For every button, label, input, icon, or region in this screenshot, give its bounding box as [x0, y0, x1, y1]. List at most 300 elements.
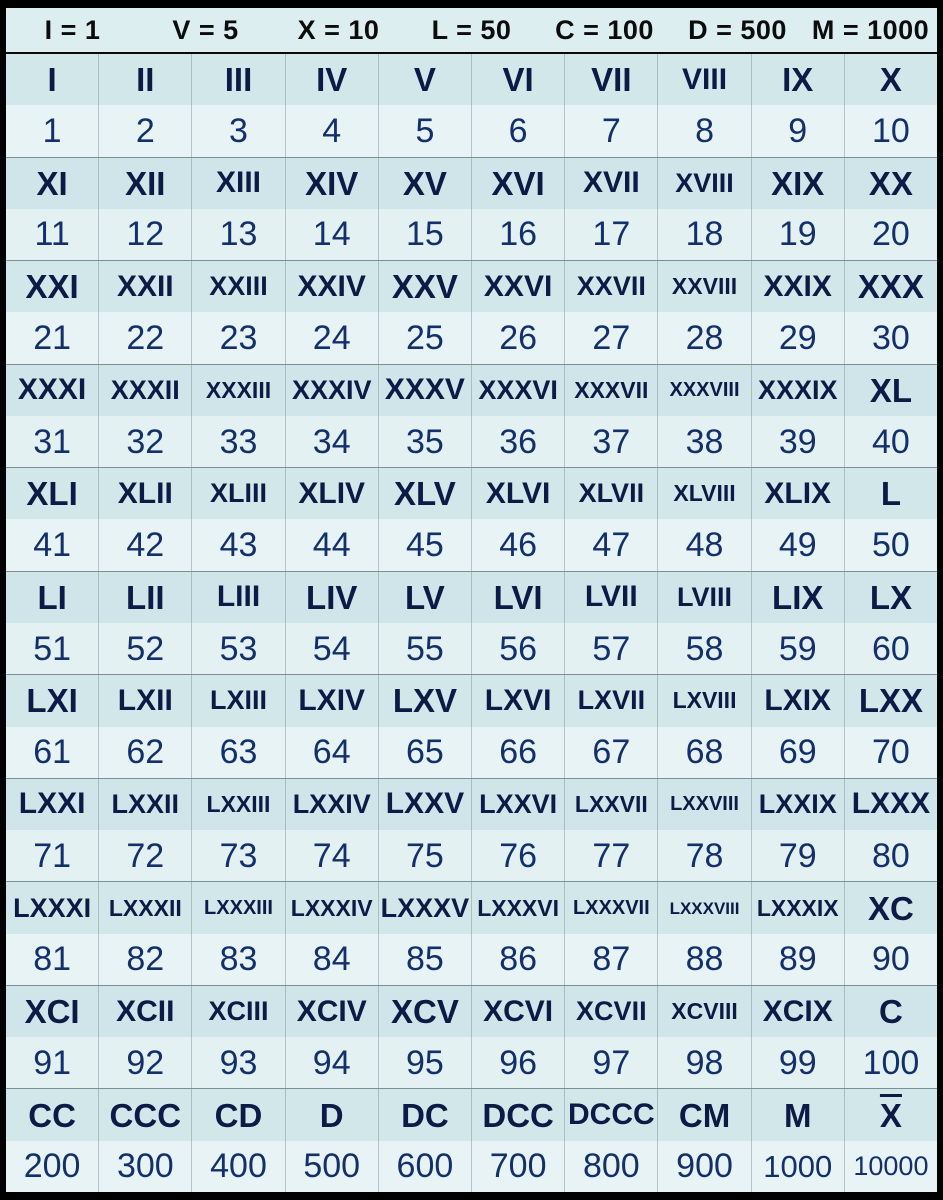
roman-cell: [6, 675, 99, 726]
roman-cell: [6, 365, 99, 416]
roman-cell: [6, 986, 99, 1037]
roman-cell: [845, 675, 937, 726]
roman-cell: [99, 468, 192, 519]
number-value: 93: [219, 1043, 258, 1082]
roman-cell: [286, 365, 379, 416]
number-cell: [845, 623, 937, 674]
roman-value: DC: [401, 1096, 449, 1134]
roman-cell: [752, 261, 845, 312]
number-cell: [6, 105, 99, 156]
roman-value: XLVIII: [673, 480, 736, 507]
roman-cell: [565, 779, 658, 830]
number-cell: [752, 105, 845, 156]
roman-cell: [6, 1089, 99, 1140]
number-cell: [379, 727, 472, 778]
number-value: 14: [312, 215, 351, 254]
roman-value: XXXV: [384, 373, 465, 407]
roman-value: X: [879, 61, 902, 99]
number-value: 29: [778, 319, 817, 358]
legend-item-c: C = 100: [555, 14, 654, 45]
number-value: 13: [219, 215, 258, 254]
number-row: [6, 1141, 937, 1192]
number-cell: [286, 727, 379, 778]
roman-value: M: [783, 1096, 812, 1134]
number-value: 75: [406, 836, 444, 875]
roman-value: LXXVI: [479, 788, 558, 819]
roman-cell: [6, 261, 99, 312]
roman-cell: [845, 779, 937, 830]
roman-cell: [752, 1089, 845, 1140]
number-row: [6, 312, 937, 363]
roman-cell: [845, 882, 937, 933]
roman-value: CCC: [109, 1096, 182, 1134]
number-cell: [192, 105, 285, 156]
table-row: [6, 1089, 937, 1192]
number-value: 99: [778, 1043, 817, 1082]
number-cell: [286, 830, 379, 881]
roman-value: LXXXVIII: [669, 898, 740, 918]
number-cell: [6, 623, 99, 674]
number-value: 24: [312, 319, 351, 358]
number-value: 200: [23, 1147, 81, 1186]
number-value: 45: [406, 526, 444, 565]
roman-value: XCII: [116, 994, 175, 1028]
number-value: 6: [508, 111, 528, 150]
roman-value: XVI: [491, 164, 545, 202]
roman-cell: [99, 986, 192, 1037]
number-cell: [6, 830, 99, 881]
number-row: [6, 623, 937, 674]
number-cell: [286, 312, 379, 363]
roman-value: XIX: [771, 164, 825, 202]
roman-value: VI: [502, 61, 534, 99]
number-cell: [658, 416, 751, 467]
number-cell: [99, 1037, 192, 1088]
legend-item-d: D = 500: [688, 14, 787, 45]
number-value: 38: [685, 422, 724, 461]
number-value: 9: [788, 111, 808, 150]
roman-value: LIV: [306, 578, 358, 616]
roman-cell: [472, 468, 565, 519]
roman-cell: [472, 572, 565, 623]
roman-cell: [472, 779, 565, 830]
number-value: 46: [499, 526, 538, 565]
roman-cell: [286, 158, 379, 209]
roman-cell: [565, 986, 658, 1037]
roman-value: XCV: [390, 993, 459, 1031]
number-cell: [752, 416, 845, 467]
roman-cell: [752, 675, 845, 726]
number-cell: [379, 623, 472, 674]
number-cell: [752, 1037, 845, 1088]
number-value: 16: [499, 215, 538, 254]
roman-value: XLVII: [578, 478, 645, 509]
table-row: [6, 572, 937, 676]
number-value: 3: [229, 111, 248, 150]
roman-value: XIII: [216, 166, 262, 200]
number-value: 86: [499, 940, 538, 979]
roman-cell: [379, 882, 472, 933]
roman-value: DCC: [482, 1096, 554, 1134]
roman-cell: [6, 158, 99, 209]
roman-cell: [286, 779, 379, 830]
roman-value: IX: [782, 61, 814, 99]
roman-value: XL: [869, 371, 913, 409]
roman-cell: [99, 572, 192, 623]
roman-cell: [286, 986, 379, 1037]
number-cell: [472, 1141, 565, 1192]
number-value: 1: [42, 111, 62, 150]
number-cell: [472, 727, 565, 778]
number-cell: [845, 1141, 937, 1192]
roman-cell: [99, 261, 192, 312]
number-value: 30: [872, 319, 910, 358]
number-cell: [379, 312, 472, 363]
roman-value: LXVI: [484, 683, 552, 717]
roman-cell: [565, 675, 658, 726]
number-cell: [752, 934, 845, 985]
number-cell: [286, 209, 379, 260]
roman-cell: [192, 365, 285, 416]
roman-value: XXV: [391, 268, 458, 306]
roman-value: LXIV: [298, 683, 366, 717]
number-cell: [6, 209, 99, 260]
number-value: 94: [312, 1043, 351, 1082]
roman-cell: [379, 365, 472, 416]
roman-value: III: [224, 61, 253, 99]
number-value: 60: [872, 629, 910, 668]
roman-cell: [286, 468, 379, 519]
number-value: 43: [219, 526, 258, 565]
roman-cell: [286, 882, 379, 933]
number-cell: [6, 1141, 99, 1192]
roman-value: XXVII: [576, 271, 646, 302]
roman-value: LXVII: [577, 685, 646, 716]
number-cell: [658, 1141, 751, 1192]
number-value: 15: [406, 215, 444, 254]
roman-value: LIII: [216, 580, 261, 614]
number-value: 70: [872, 733, 910, 772]
roman-cell: [472, 1089, 565, 1140]
number-value: 600: [396, 1147, 454, 1186]
number-cell: [752, 519, 845, 570]
number-cell: [286, 416, 379, 467]
roman-value: LX: [869, 578, 913, 616]
roman-row: [6, 986, 937, 1037]
roman-value: XLII: [117, 476, 173, 510]
roman-cell: [192, 986, 285, 1037]
roman-cell: [286, 572, 379, 623]
roman-value: LXII: [117, 683, 173, 717]
roman-cell: [472, 54, 565, 105]
roman-value: LXIII: [210, 685, 268, 716]
roman-cell: [845, 572, 937, 623]
number-value: 17: [592, 215, 631, 254]
number-cell: [472, 209, 565, 260]
roman-value: XCI: [24, 993, 80, 1031]
number-value: 51: [33, 629, 72, 668]
table-row: [6, 158, 937, 262]
number-cell: [565, 623, 658, 674]
roman-value: D: [319, 1096, 344, 1134]
number-value: 42: [126, 526, 165, 565]
number-value: 58: [685, 629, 724, 668]
number-value: 10000: [853, 1150, 929, 1181]
number-cell: [565, 1037, 658, 1088]
roman-cell: [379, 261, 472, 312]
number-value: 79: [778, 836, 817, 875]
roman-cell: [658, 779, 751, 830]
number-value: 83: [219, 940, 258, 979]
number-value: 56: [499, 629, 538, 668]
roman-value: I: [47, 61, 57, 99]
number-value: 98: [685, 1043, 724, 1082]
number-cell: [752, 1141, 845, 1192]
number-cell: [99, 416, 192, 467]
number-row: [6, 105, 937, 156]
number-cell: [845, 519, 937, 570]
roman-cell: [845, 468, 937, 519]
roman-cell: [6, 54, 99, 105]
roman-value: XXIX: [763, 269, 832, 303]
roman-cell: [752, 54, 845, 105]
roman-value: V: [413, 61, 436, 99]
roman-value: XLIV: [298, 476, 366, 510]
number-value: 59: [778, 629, 817, 668]
roman-cell: [379, 986, 472, 1037]
number-value: 82: [126, 940, 165, 979]
roman-cell: [99, 675, 192, 726]
roman-value: LVIII: [677, 581, 733, 612]
number-value: 23: [219, 319, 258, 358]
roman-value: XXXIII: [205, 376, 272, 403]
roman-cell: [472, 675, 565, 726]
number-cell: [192, 623, 285, 674]
roman-value: CM: [678, 1096, 731, 1134]
table-row: [6, 54, 937, 158]
number-value: 49: [778, 526, 817, 565]
roman-cell: [286, 675, 379, 726]
number-cell: [99, 727, 192, 778]
roman-cell: [845, 365, 937, 416]
roman-row: [6, 779, 937, 830]
number-value: 87: [592, 940, 631, 979]
roman-value: LXV: [392, 682, 457, 720]
roman-value: XX: [868, 164, 913, 202]
roman-cell: [565, 365, 658, 416]
roman-cell: [286, 54, 379, 105]
number-value: 8: [695, 111, 714, 150]
roman-cell: [565, 882, 658, 933]
number-cell: [752, 209, 845, 260]
roman-value: LXXX: [851, 787, 931, 821]
number-value: 76: [499, 836, 538, 875]
roman-cell: [752, 779, 845, 830]
number-cell: [286, 105, 379, 156]
roman-cell: [99, 1089, 192, 1140]
roman-cell: [565, 1089, 658, 1140]
roman-value: XLIX: [764, 476, 832, 510]
roman-value: XLV: [394, 475, 456, 513]
roman-value: LXXXV: [380, 892, 470, 923]
roman-cell: [192, 675, 285, 726]
legend-item-v: V = 5: [172, 14, 239, 45]
roman-value: XCIX: [762, 994, 833, 1028]
number-value: 33: [219, 422, 258, 461]
roman-cell: [99, 54, 192, 105]
number-cell: [99, 519, 192, 570]
number-cell: [286, 1037, 379, 1088]
roman-value: XLIII: [210, 478, 268, 509]
number-value: 44: [312, 526, 351, 565]
number-cell: [286, 934, 379, 985]
number-value: 90: [872, 940, 910, 979]
number-value: 5: [415, 111, 435, 150]
roman-value: XCVIII: [671, 998, 738, 1025]
number-value: 39: [778, 422, 817, 461]
roman-cell: [658, 1089, 751, 1140]
roman-value: LVII: [584, 580, 638, 614]
number-cell: [6, 519, 99, 570]
roman-value: XCIII: [208, 996, 269, 1027]
roman-value: LXXXVI: [477, 894, 560, 921]
roman-cell: [6, 572, 99, 623]
roman-value: IV: [316, 61, 348, 99]
roman-cell: [658, 261, 751, 312]
number-cell: [565, 416, 658, 467]
number-cell: [565, 519, 658, 570]
number-cell: [658, 1037, 751, 1088]
number-cell: [658, 623, 751, 674]
roman-cell: [379, 468, 472, 519]
number-value: 800: [582, 1147, 640, 1186]
roman-cell: [6, 468, 99, 519]
number-cell: [658, 934, 751, 985]
roman-cell: [379, 572, 472, 623]
roman-cell: [752, 986, 845, 1037]
number-cell: [99, 830, 192, 881]
roman-value: LXXII: [111, 788, 180, 819]
number-value: 62: [126, 733, 165, 772]
number-value: 100: [862, 1043, 920, 1082]
number-value: 57: [592, 629, 631, 668]
number-value: 19: [778, 215, 817, 254]
number-value: 97: [592, 1043, 631, 1082]
roman-value: LXXI: [18, 787, 86, 821]
roman-value: XCVI: [483, 994, 554, 1028]
number-cell: [99, 1141, 192, 1192]
roman-cell: [752, 158, 845, 209]
roman-cell: [99, 158, 192, 209]
roman-cell: [6, 882, 99, 933]
number-value: 2: [135, 111, 155, 150]
number-value: 10: [872, 111, 910, 150]
roman-cell: [565, 158, 658, 209]
roman-cell: [379, 1089, 472, 1140]
legend-row: [6, 8, 937, 54]
number-cell: [565, 1141, 658, 1192]
roman-value: XVII: [582, 166, 640, 200]
number-value: 66: [499, 733, 538, 772]
roman-cell: [286, 261, 379, 312]
roman-value: LXXIX: [758, 788, 837, 819]
number-value: 53: [219, 629, 258, 668]
number-cell: [472, 934, 565, 985]
number-cell: [658, 312, 751, 363]
roman-cell: [472, 261, 565, 312]
number-cell: [845, 1037, 937, 1088]
number-value: 36: [499, 422, 538, 461]
legend-item-m: M = 1000: [811, 14, 930, 45]
number-value: 73: [219, 836, 258, 875]
number-value: 77: [592, 836, 631, 875]
roman-cell: [192, 261, 285, 312]
roman-value: XC: [868, 889, 914, 927]
number-cell: [472, 519, 565, 570]
table-row: [6, 365, 937, 469]
number-value: 96: [499, 1043, 538, 1082]
number-cell: [752, 312, 845, 363]
number-value: 89: [778, 940, 817, 979]
number-cell: [192, 312, 285, 363]
number-value: 47: [592, 526, 631, 565]
number-row: [6, 519, 937, 570]
number-cell: [192, 209, 285, 260]
roman-value: XV: [402, 164, 447, 202]
number-cell: [565, 727, 658, 778]
number-value: 35: [406, 422, 444, 461]
roman-value: XCVII: [576, 996, 647, 1027]
number-cell: [379, 519, 472, 570]
roman-value: LXXXVII: [572, 897, 650, 920]
roman-value: XXXI: [17, 373, 87, 407]
legend-item-i: I = 1: [44, 14, 101, 45]
number-value: 69: [778, 733, 817, 772]
roman-cell: [565, 54, 658, 105]
number-value: 55: [406, 629, 444, 668]
number-value: 26: [499, 319, 538, 358]
number-cell: [379, 934, 472, 985]
number-cell: [192, 519, 285, 570]
number-cell: [472, 1037, 565, 1088]
number-cell: [658, 519, 751, 570]
number-cell: [658, 830, 751, 881]
roman-value: LXI: [26, 682, 78, 720]
number-cell: [472, 416, 565, 467]
number-cell: [752, 830, 845, 881]
number-cell: [752, 727, 845, 778]
roman-value: C: [879, 993, 903, 1031]
roman-value: L: [880, 475, 902, 513]
number-cell: [379, 416, 472, 467]
roman-cell: [845, 1089, 937, 1140]
roman-value: XII: [125, 164, 166, 202]
roman-value: XLVI: [485, 476, 551, 510]
number-value: 72: [126, 836, 165, 875]
number-cell: [565, 209, 658, 260]
roman-value: XXVI: [483, 269, 553, 303]
roman-row: [6, 365, 937, 416]
roman-cell: [658, 986, 751, 1037]
roman-cell: [752, 572, 845, 623]
roman-cell: [752, 365, 845, 416]
table-row: [6, 986, 937, 1090]
number-cell: [6, 312, 99, 363]
number-value: 21: [33, 319, 72, 358]
number-cell: [192, 416, 285, 467]
roman-value: LXXXIII: [204, 897, 273, 920]
table-row: [6, 882, 937, 986]
